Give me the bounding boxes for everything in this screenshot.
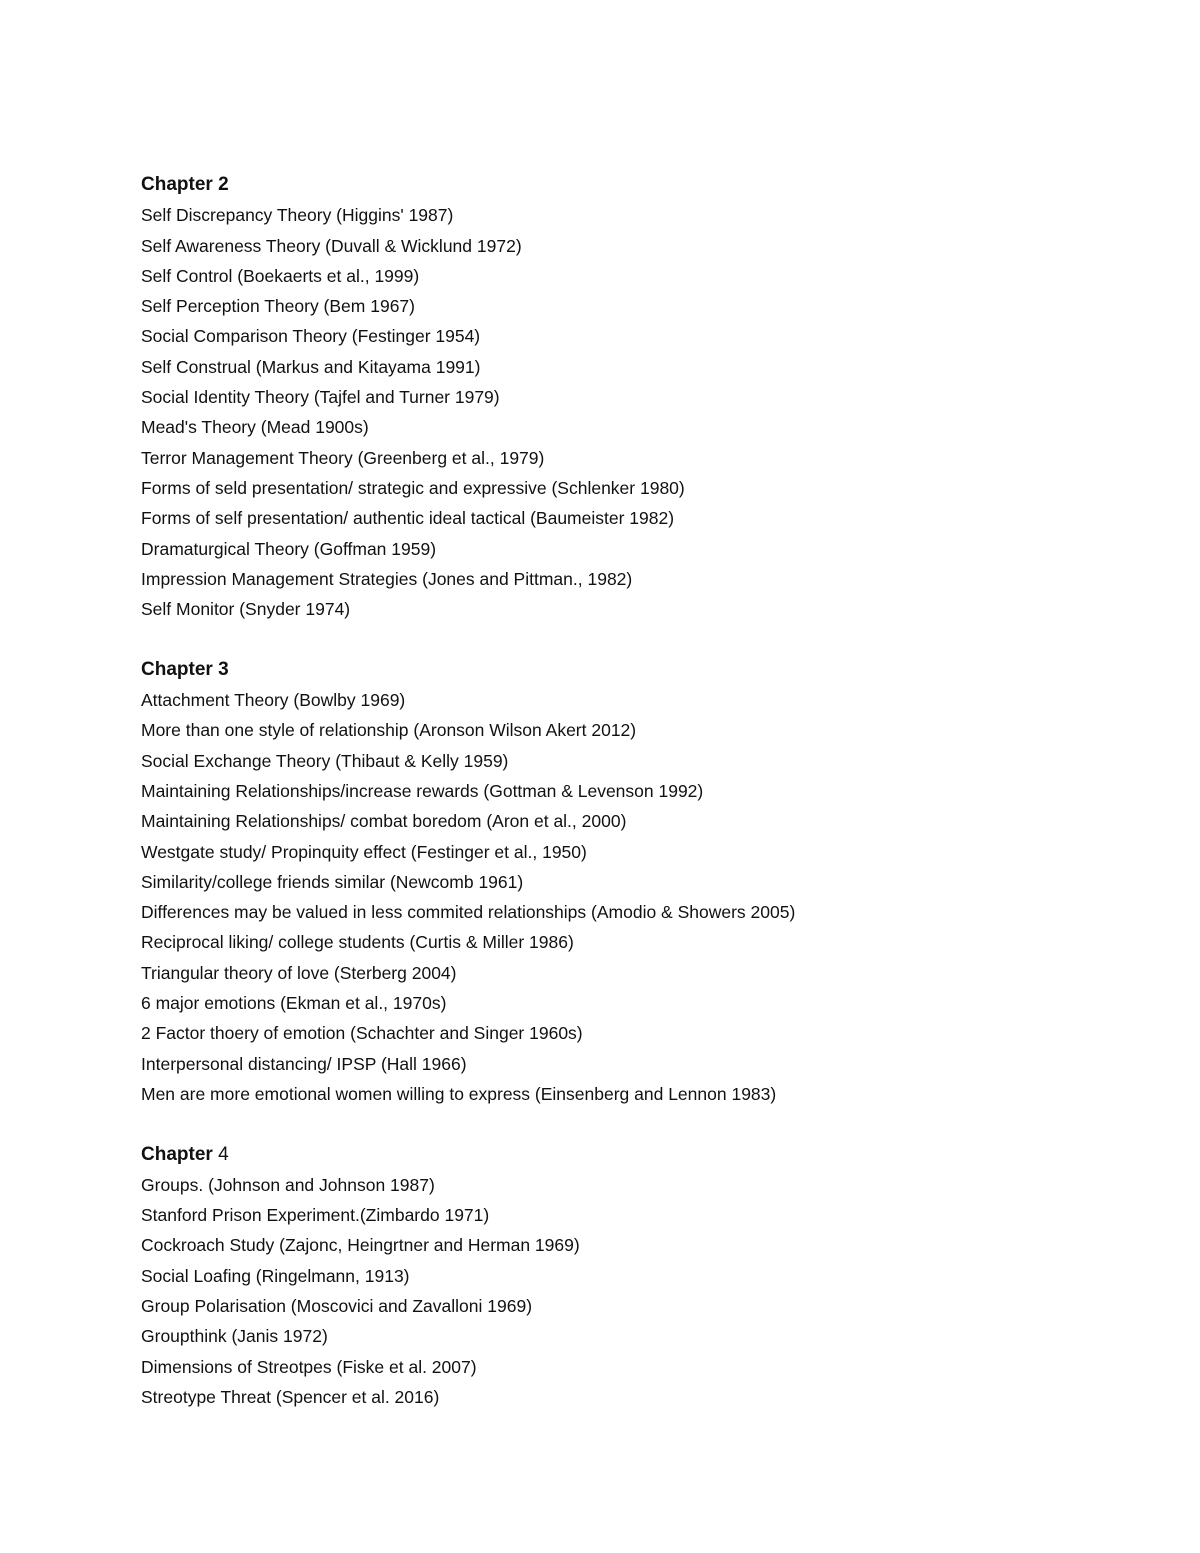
list-item: Self Construal (Markus and Kitayama 1991) <box>141 356 481 377</box>
list-item: Groupthink (Janis 1972) <box>141 1326 328 1347</box>
document-page <box>141 170 1141 1412</box>
chapter-heading <box>141 1140 1141 1170</box>
list-item: Social Exchange Theory (Thibaut & Kelly 1959) <box>141 750 509 771</box>
list-item: Group Polarisation (Moscovici and Zavalloni 1969) <box>141 1295 533 1316</box>
chapter-heading-label: Chapter <box>141 1143 213 1165</box>
list-item: Dramaturgical Theory (Goffman 1959) <box>141 538 437 559</box>
list-item: Social Loafing (Ringelmann, 1913) <box>141 1265 410 1286</box>
list-item: Differences may be valued in less commited relationships (Amodio & Showers 2005) <box>141 902 796 923</box>
list-item: Triangular theory of love (Sterberg 2004) <box>141 962 457 983</box>
chapter-heading-label: Chapter <box>141 658 213 680</box>
list-item: Self Awareness Theory (Duvall & Wicklund 1972) <box>141 235 522 256</box>
chapter-heading-number: 3 <box>218 658 229 680</box>
list-item: Streotype Threat (Spencer et al. 2016) <box>141 1386 440 1407</box>
list-item: Impression Management Strategies (Jones and Pittman., 1982) <box>141 568 633 589</box>
list-item: Terror Management Theory (Greenberg et al., 1979) <box>141 447 545 468</box>
chapter-heading <box>141 655 1141 685</box>
list-item: Forms of self presentation/ authentic ideal tactical (Baumeister 1982) <box>141 508 675 529</box>
list-item: Maintaining Relationships/ combat boredom (Aron et al., 2000) <box>141 811 627 832</box>
list-item: Attachment Theory (Bowlby 1969) <box>141 690 406 711</box>
list-item: Social Identity Theory (Tajfel and Turner 1979) <box>141 387 500 408</box>
list-item: Stanford Prison Experiment.(Zimbardo 1971) <box>141 1205 490 1226</box>
chapter-heading <box>141 170 1141 200</box>
list-item: 2 Factor thoery of emotion (Schachter and Singer 1960s) <box>141 1023 583 1044</box>
theory-list <box>141 200 1141 624</box>
chapter-heading-number: 2 <box>218 174 229 195</box>
list-item: Similarity/college friends similar (Newcomb 1961) <box>141 871 524 892</box>
list-item: Self Perception Theory (Bem 1967) <box>141 296 415 317</box>
chapter-heading-label: Chapter <box>141 174 213 195</box>
list-item: 6 major emotions (Ekman et al., 1970s) <box>141 993 447 1014</box>
list-item: Cockroach Study (Zajonc, Heingrtner and Herman 1969) <box>141 1235 580 1256</box>
list-item: Maintaining Relationships/increase rewards (Gottman & Levenson 1992) <box>141 780 704 801</box>
list-item: Reciprocal liking/ college students (Curtis & Miller 1986) <box>141 932 574 953</box>
chapter-section <box>141 1140 1141 1413</box>
list-item: Groups. (Johnson and Johnson 1987) <box>141 1174 435 1195</box>
theory-list <box>141 685 1141 1109</box>
list-item: Forms of seld presentation/ strategic and expressive (Schlenker 1980) <box>141 477 685 498</box>
list-item: Mead's Theory (Mead 1900s) <box>141 417 369 438</box>
list-item: Men are more emotional women willing to express (Einsenberg and Lennon 1983) <box>141 1083 777 1104</box>
list-item: Self Discrepancy Theory (Higgins' 1987) <box>141 205 454 226</box>
list-item: Westgate study/ Propinquity effect (Festinger et al., 1950) <box>141 841 587 862</box>
list-item: More than one style of relationship (Aronson Wilson Akert 2012) <box>141 720 637 741</box>
theory-list <box>141 1170 1141 1412</box>
list-item: Interpersonal distancing/ IPSP (Hall 1966) <box>141 1053 467 1074</box>
chapter-heading-number: 4 <box>218 1143 229 1165</box>
list-item: Social Comparison Theory (Festinger 1954) <box>141 326 481 347</box>
chapter-section <box>141 170 1141 624</box>
list-item: Dimensions of Streotpes (Fiske et al. 2007) <box>141 1356 477 1377</box>
list-item: Self Monitor (Snyder 1974) <box>141 599 351 620</box>
list-item: Self Control (Boekaerts et al., 1999) <box>141 265 420 286</box>
chapter-section <box>141 655 1141 1109</box>
